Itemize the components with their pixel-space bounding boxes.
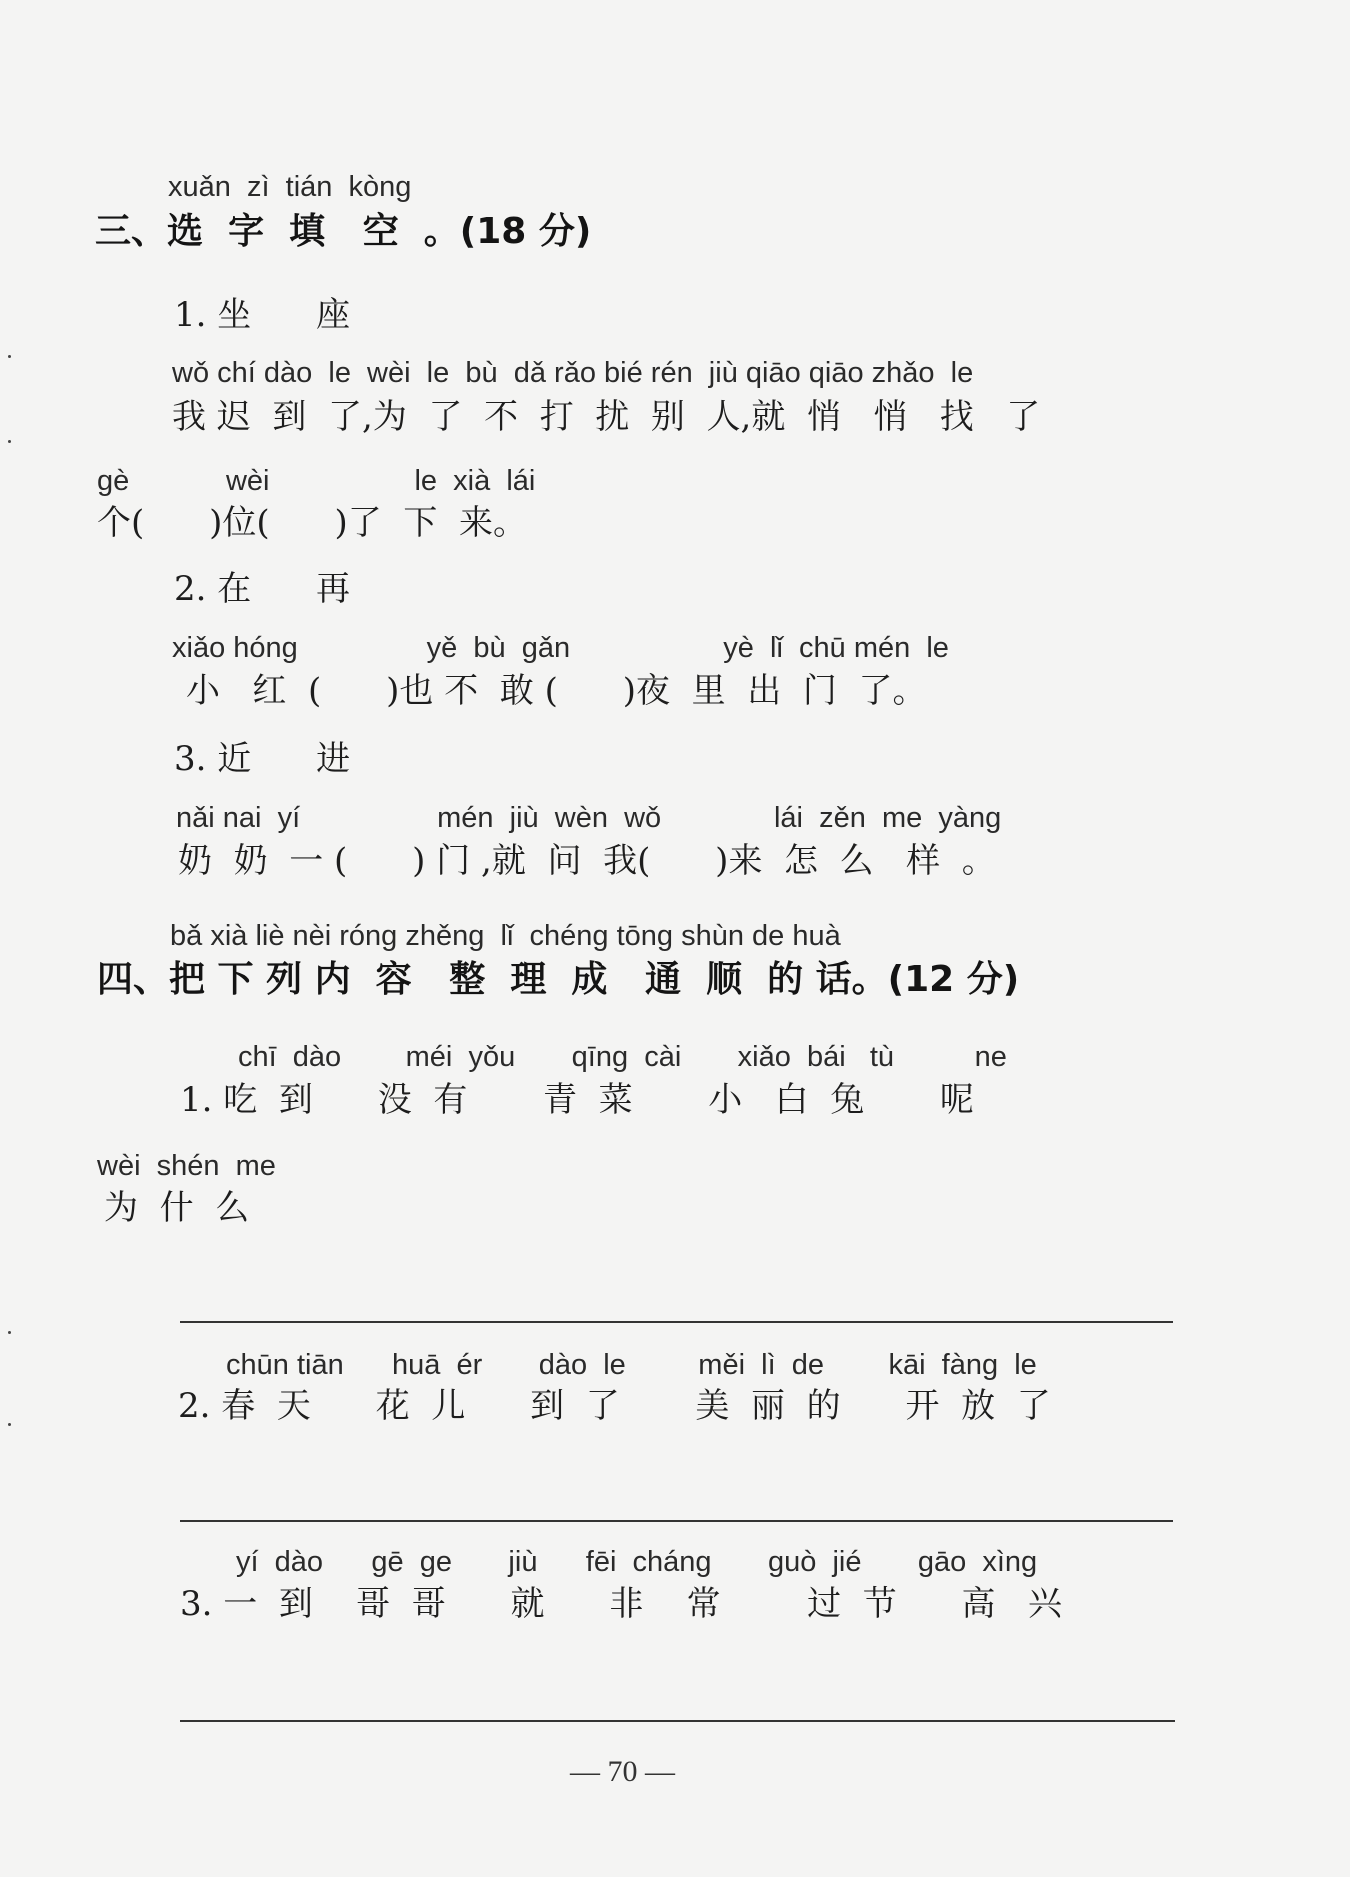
section4-q2-text: 2. 春 天 花 儿 到 了 美 丽 的 开 放 了 [178,1386,1051,1426]
section3-q3-choice: 3. 近 进 [174,739,351,779]
section3-title: 三、选 字 填 空 。(18 分) [95,211,592,252]
section3-q3-text: 奶 奶 一 ( ) 门 ,就 问 我( )来 怎 么 样 。 [178,841,996,881]
section4-q2-pinyin: chūn tiān huā ér dào le měi lì de kāi fàng le [226,1349,1037,1381]
section4-q3-text: 3. 一 到 哥 哥 就 非 常 过 节 高 兴 [180,1584,1062,1624]
page-number: — 70 — [570,1755,675,1788]
margin-mark [8,1331,11,1334]
section3-q2-pinyin: xiǎo hóng yě bù gǎn yè lǐ chū mén le [172,632,949,664]
answer-line-3[interactable] [180,1720,1175,1722]
section4-pinyin: bǎ xià liè nèi róng zhěng lǐ chéng tōng shùn de huà [170,920,841,952]
section4-q1-text-b: 为 什 么 [104,1188,250,1228]
section4-q1-pinyin-b: wèi shén me [97,1150,276,1182]
margin-mark [8,355,11,358]
section3-q2-text: 小 红 ( )也 不 敢 ( )夜 里 出 门 了。 [186,671,927,711]
section4-q1-text-a: 1. 吃 到 没 有 青 菜 小 白 兔 呢 [180,1080,974,1120]
section3-q1-text-a: 我 迟 到 了,为 了 不 打 扰 别 人,就 悄 悄 找 了 [172,397,1041,437]
margin-mark [8,440,11,443]
section3-q3-pinyin: nǎi nai yí mén jiù wèn wǒ lái zěn me yàng [176,802,1002,834]
answer-line-2[interactable] [180,1520,1173,1522]
margin-mark [8,1423,11,1426]
section4-title: 四、把 下 列 内 容 整 理 成 通 顺 的 话。(12 分) [97,959,1020,1000]
section3-q1-text-b: 个( )位( )了 下 来。 [97,503,527,543]
answer-line-1[interactable] [180,1321,1173,1323]
section4-q1-pinyin-a: chī dào méi yǒu qīng cài xiǎo bái tù ne [238,1041,1007,1073]
section3-q2-choice: 2. 在 再 [174,569,351,609]
section4-q3-pinyin: yí dào gē ge jiù fēi cháng guò jié gāo xìng [236,1546,1038,1578]
section3-q1-pinyin-b: gè wèi le xià lái [97,465,536,497]
section3-q1-pinyin-a: wǒ chí dào le wèi le bù dǎ rǎo bié rén jiù qiāo qiāo zhǎo le [172,357,974,389]
section3-q1-choice: 1. 坐 座 [174,295,351,335]
section3-pinyin: xuǎn zì tián kòng [168,171,412,203]
